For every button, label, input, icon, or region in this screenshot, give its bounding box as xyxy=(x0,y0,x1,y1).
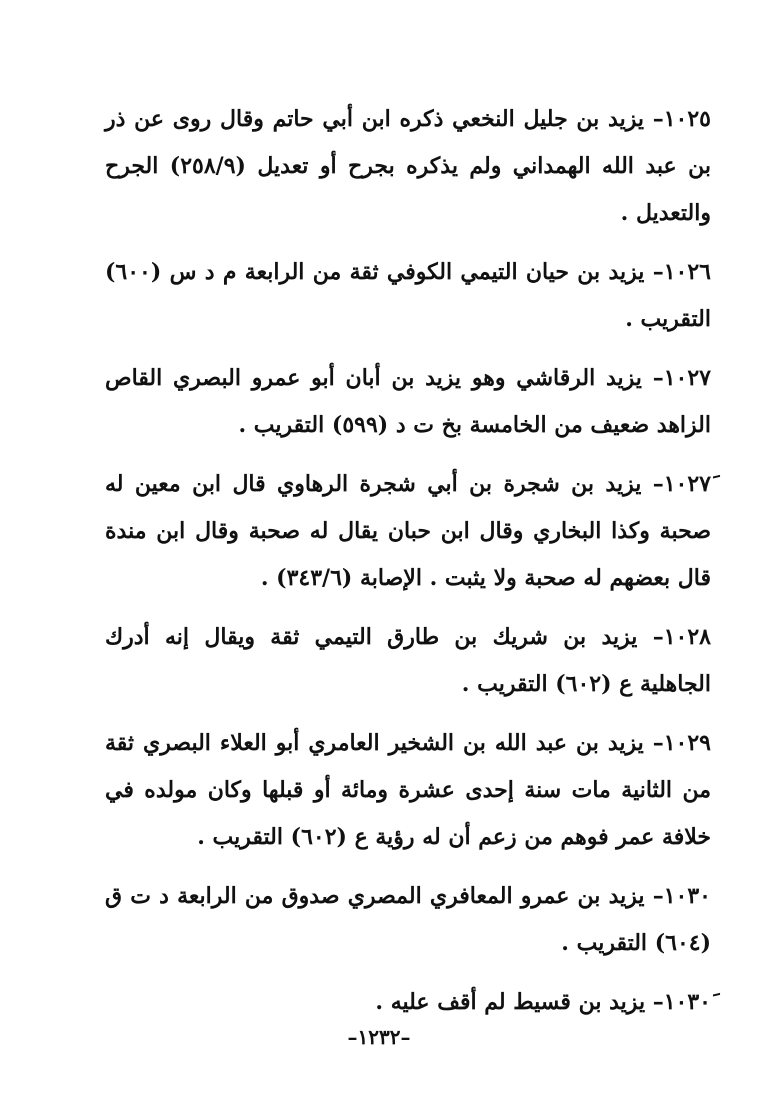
entry-text: يزيد بن عبد الله بن الشخير العامري أبو العلاء البصري ثقة من الثانية مات سنة إحدى عشرة ومائة أو قبلها وكان مولده في خلافة عمر فوهم من زعم أن له رؤية ع (٦٠٢) التقريب . xyxy=(105,730,711,850)
entry-1027-bis xyxy=(105,461,711,602)
entry-number: ١٠٢٨– xyxy=(652,624,711,650)
entry-text: يزيد بن عمرو المعافري المصري صدوق من الرابعة د ت ق (٦٠٤) التقريب . xyxy=(105,883,711,956)
entry-text: يزيد بن جليل النخعي ذكره ابن أبي حاتم وقال روى عن ذر بن عبد الله الهمداني ولم يذكره بجرح أو تعديل (٢٥٨/٩) الجرح والتعديل . xyxy=(105,106,711,226)
entry-number: ١٠٢٧َ– xyxy=(652,471,711,497)
entry-1029 xyxy=(105,720,711,861)
entry-1026 xyxy=(105,249,711,343)
page-number: –١٢٣٢– xyxy=(347,1025,411,1049)
entries-list xyxy=(105,96,711,1038)
entry-text: يزيد بن قسيط لم أقف عليه . xyxy=(375,989,653,1015)
entry-text: يزيد بن شجرة بن أبي شجرة الرهاوي قال ابن معين له صحبة وكذا البخاري وقال ابن حبان يقال له صحبة وقال ابن مندة قال بعضهم له صحبة ولا يثبت . الإصابة (٣٤٣/٦) . xyxy=(105,471,711,591)
entry-1030-bis xyxy=(105,979,711,1026)
entry-1025 xyxy=(105,96,711,237)
entry-number: ١٠٣٠َ– xyxy=(652,989,711,1015)
entry-1030 xyxy=(105,873,711,967)
entry-text: يزيد بن حيان التيمي الكوفي ثقة من الرابعة م د س (٦٠٠) التقريب . xyxy=(105,259,711,332)
entry-number: ١٠٢٧– xyxy=(652,365,711,391)
entry-number: ١٠٢٩– xyxy=(652,730,711,756)
entry-1028 xyxy=(105,614,711,708)
entry-number: ١٠٣٠– xyxy=(652,883,711,909)
entry-number: ١٠٢٥– xyxy=(652,106,711,132)
entry-text: يزيد الرقاشي وهو يزيد بن أبان أبو عمرو البصري القاص الزاهد ضعيف من الخامسة بخ ت د (٥٩٩) التقريب . xyxy=(105,365,711,438)
entry-text: يزيد بن شريك بن طارق التيمي ثقة ويقال إنه أدرك الجاهلية ع (٦٠٢) التقريب . xyxy=(105,624,711,697)
entry-number: ١٠٢٦– xyxy=(652,259,711,285)
entry-1027 xyxy=(105,355,711,449)
